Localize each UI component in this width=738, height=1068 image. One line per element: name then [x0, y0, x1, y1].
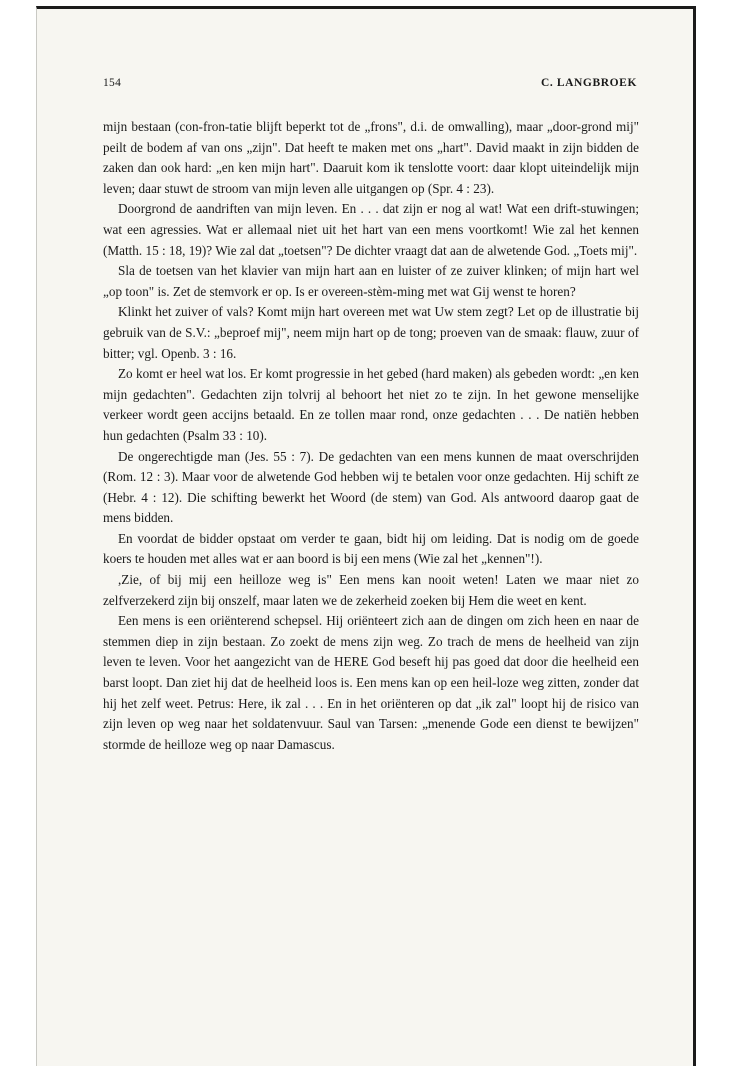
- paragraph: Sla de toetsen van het klavier van mijn hart aan en luister of ze zuiver klinken; of mijn hart wel „op toon" is. Zet de stemvork er op. Is er overeen-stèm-ming met wat Gij wenst te horen?: [103, 263, 639, 299]
- page-number: 154: [103, 77, 122, 89]
- running-head-author: C. LANGBROEK: [540, 77, 637, 89]
- paragraph: ,Zie, of bij mij een heilloze weg is" Een mens kan nooit weten! Laten we maar niet zo zelfverzekerd zijn bij onszelf, maar laten we de zekerheid zoeken bij Hem die weet en kent.: [103, 572, 639, 608]
- paragraph: Doorgrond de aandriften van mijn leven. En . . . dat zijn er nog al wat! Wat een drift-stuwingen; wat een agressies. Wat er allemaal niet uit het hart van een mens voortkomt! Wie zal het kennen (Matth. 15 : 18, 19)? Wie zal dat „toetsen"? De dichter vraagt dat aan de alwetende God. „Toets mij".: [103, 201, 639, 258]
- paragraph: mijn bestaan (con-fron-tatie blijft beperkt tot de „frons", d.i. de omwalling), maar „door-grond mij" peilt de bodem af van ons „zijn". Dat heeft te maken met ons „hart". David maakt in zijn bidden de zaken dan ook hard: „en ken mijn hart". Daaruit kom ik tenslotte voort: daar klopt uiteindelijk mijn leven; daar stuwt de stroom van mijn leven alle uitgangen op (Spr. 4 : 23).: [103, 119, 639, 196]
- paragraph: Klinkt het zuiver of vals? Komt mijn hart overeen met wat Uw stem zegt? Let op de illustratie bij gebruik van de S.V.: „beproef mij", neem mijn hart op de tong; proeven van de smaak: flauw, zuur of bitter; vgl. Openb. 3 : 16.: [103, 304, 639, 361]
- paragraph: Een mens is een oriënterend schepsel. Hij oriënteert zich aan de dingen om zich heen en naar de stemmen diep in zijn bestaan. Zo zoekt de mens zijn weg. Zo trach de mens de heelheid van zijn leven te leven. Voor het aangezicht van de HERE God beseft hij pas goed dat door die heelheid een barst loopt. Dan ziet hij dat de heelheid loos is. Een mens kan op een heil-loze weg zitten, zonder dat hij het zelf weet. Petrus: Here, ik zal . . . En in het oriënteren op dat „ik zal" loopt hij de risico van zijn leven op weg naar het soldatenvuur. Saul van Tarsen: „menende Gode een dienst te bewijzen" stormde de heilloze weg op naar Damascus.: [103, 613, 639, 752]
- paragraph: En voordat de bidder opstaat om verder te gaan, bidt hij om leiding. Dat is nodig om de goede koers te houden met alles wat er aan boord is bij een mens (Wie zal het „kennen"!).: [103, 530, 639, 567]
- paragraph: Zo komt er heel wat los. Er komt progressie in het gebed (hard maken) als gebeden wordt: „en ken mijn gedachten". Gedachten zijn tolvrij al behoort het niet zo te zijn. In het gewone menselijke verkeer wordt geen accijns betaald. En ze tollen maar rond, onze gedachten . . . De natiën hebben hun gedachten (Psalm 33 : 10).: [103, 366, 639, 443]
- body-text: [103, 117, 639, 755]
- paragraph: De ongerechtigde man (Jes. 55 : 7). De gedachten van een mens kunnen de maat overschrijden (Rom. 12 : 3). Maar voor de alwetende God hebben wij te betalen voor onze gedachten. Hij schift ze (Hebr. 4 : 12). Die schifting bewerkt het Woord (de stem) van God. Als antwoord daarop gaat de mens bidden.: [103, 448, 639, 526]
